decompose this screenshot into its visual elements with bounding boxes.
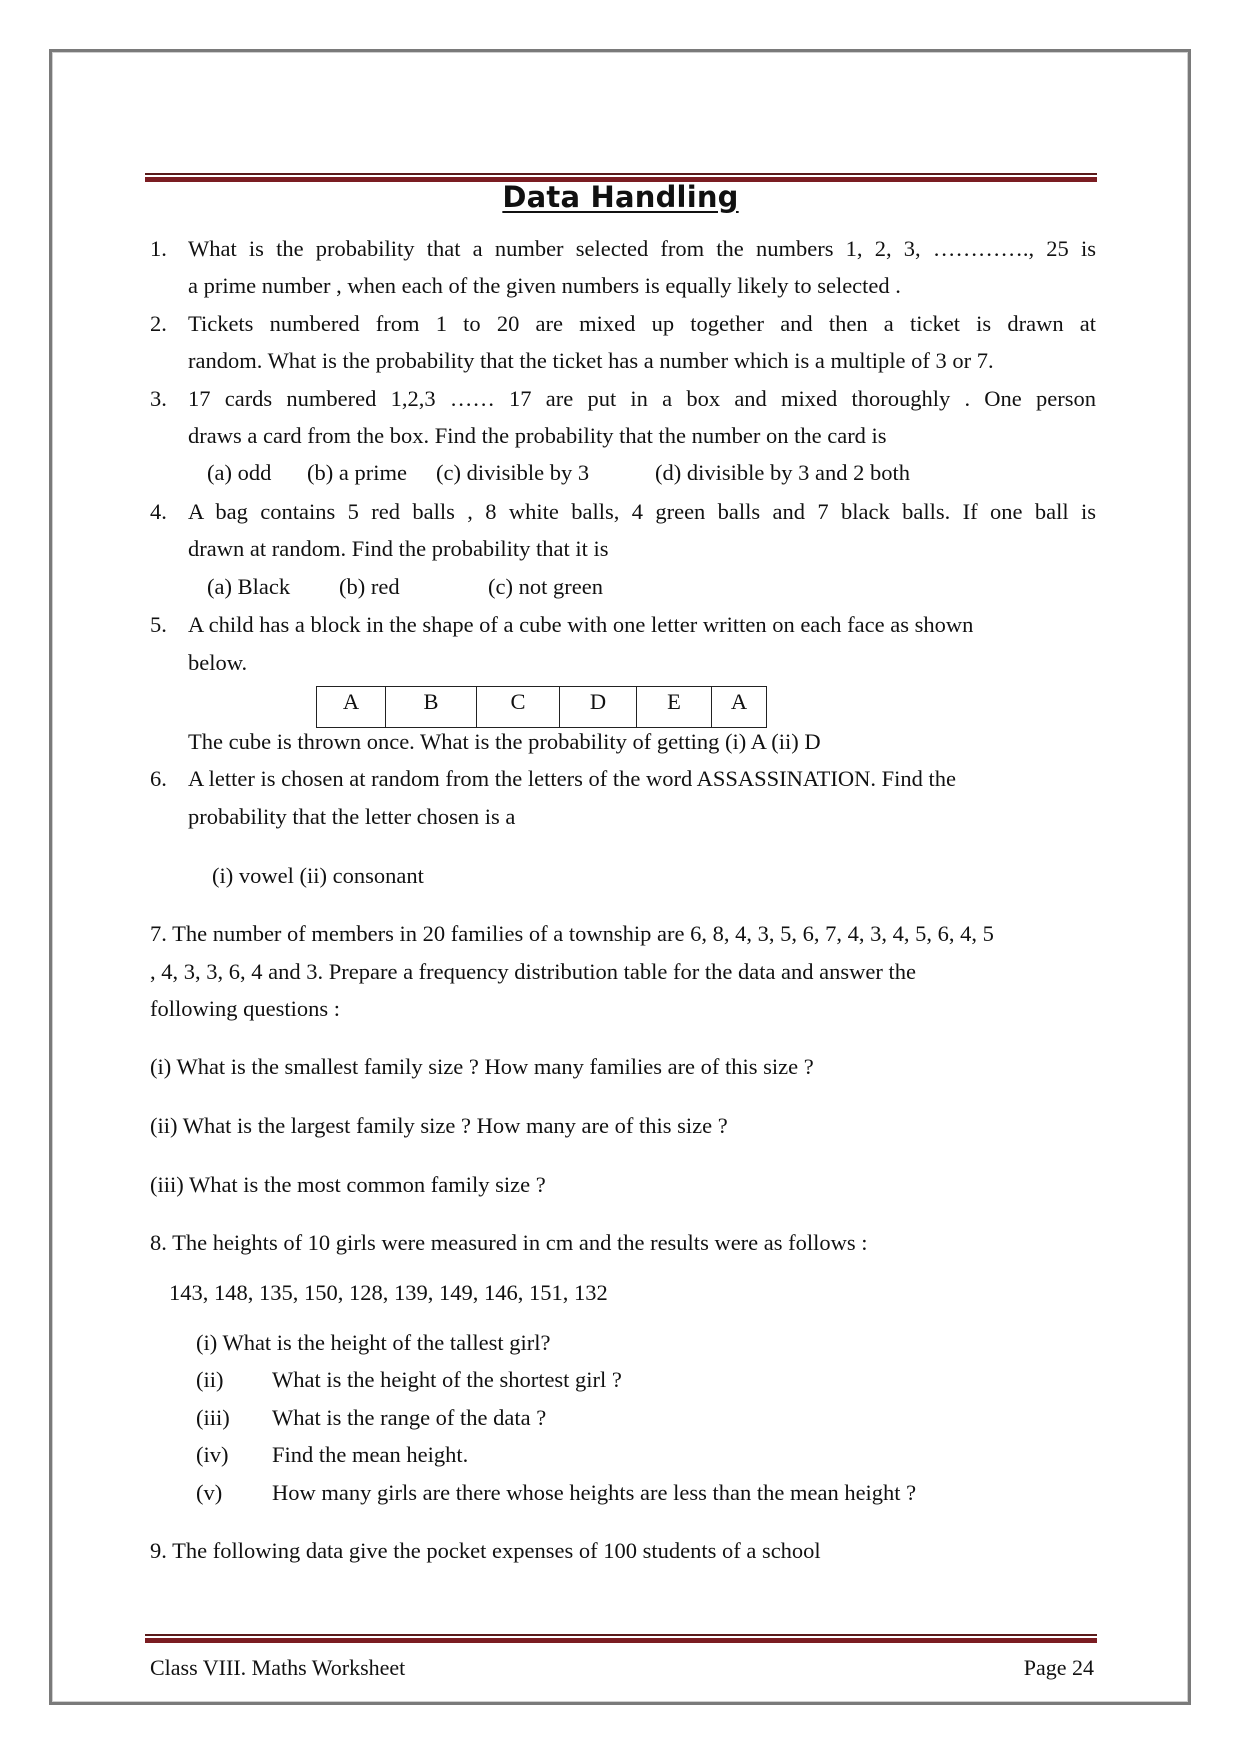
q3-number: 3.: [150, 386, 167, 411]
q8-sub-text: Find the mean height.: [272, 1442, 469, 1467]
q5-line-1: A child has a block in the shape of a cube with one letter written on each face as shown: [188, 612, 974, 637]
q4-line-1: A bag contains 5 red balls , 8 white balls, 4 green balls and 7 black balls. If one ball is: [188, 499, 1096, 524]
q7-sub-1: (i) What is the smallest family size ? How many families are of this size ?: [150, 1054, 814, 1079]
q5-number: 5.: [150, 612, 167, 637]
q7-line-2: , 4, 3, 3, 6, 4 and 3. Prepare a frequency distribution table for the data and answer the: [150, 959, 916, 984]
q8-sub-text: What is the height of the shortest girl ?: [272, 1367, 622, 1392]
q8-sub-label: (v): [196, 1480, 223, 1505]
q3-option-b: (b) a prime: [307, 460, 407, 485]
cube-faces-table: [316, 686, 767, 728]
q8-data: 143, 148, 135, 150, 128, 139, 149, 146, 151, 132: [169, 1280, 608, 1305]
cube-face: D: [560, 687, 637, 728]
cube-face: A: [317, 687, 386, 728]
q8-sub-label: (ii): [196, 1367, 224, 1392]
q4-option-c: (c) not green: [488, 574, 603, 599]
q7-line-3: following questions :: [150, 996, 340, 1021]
q2-line-1: Tickets numbered from 1 to 20 are mixed up together and then a ticket is drawn at: [188, 311, 1096, 336]
q1-number: 1.: [150, 236, 167, 261]
q7-sub-2: (ii) What is the largest family size ? How many are of this size ?: [150, 1113, 728, 1138]
footer-title: Class VIII. Maths Worksheet: [150, 1655, 406, 1680]
q5-line-3: The cube is thrown once. What is the probability of getting (i) A (ii) D: [188, 729, 821, 754]
q8-sub-label: (iv): [196, 1442, 229, 1467]
q6-number: 6.: [150, 766, 167, 791]
q3-line-1: 17 cards numbered 1,2,3 …… 17 are put in a box and mixed thoroughly . One person: [188, 386, 1096, 411]
q4-option-a: (a) Black: [207, 574, 291, 599]
q5-line-2: below.: [188, 650, 248, 675]
q8-sub-text: What is the range of the data ?: [272, 1405, 547, 1430]
cube-face: A: [712, 687, 767, 728]
q7-line-1: 7. The number of members in 20 families of a township are 6, 8, 4, 3, 5, 6, 7, 4, 3, 4, 5, 6, 4, 5: [150, 921, 994, 946]
q1-line-2: a prime number , when each of the given numbers is equally likely to selected .: [188, 273, 901, 298]
q3-line-2: draws a card from the box. Find the probability that the number on the card is: [188, 423, 887, 448]
page-title: Data Handling: [502, 180, 739, 214]
q7-sub-3: (iii) What is the most common family size ?: [150, 1172, 546, 1197]
q8-sub-label: (iii): [196, 1405, 230, 1430]
q2-number: 2.: [150, 311, 167, 336]
q8-line-1: 8. The heights of 10 girls were measured in cm and the results were as follows :: [150, 1230, 868, 1255]
cube-face: C: [477, 687, 560, 728]
q3-option-c: (c) divisible by 3: [436, 460, 590, 485]
q6-options: (i) vowel (ii) consonant: [212, 863, 424, 888]
cube-face: B: [386, 687, 477, 728]
q8-sub-text: How many girls are there whose heights are less than the mean height ?: [272, 1480, 917, 1505]
q4-number: 4.: [150, 499, 167, 524]
q3-option-a: (a) odd: [207, 460, 272, 485]
q4-option-b: (b) red: [339, 574, 400, 599]
q3-option-d: (d) divisible by 3 and 2 both: [655, 460, 910, 485]
q8-sub-1: (i) What is the height of the tallest girl?: [196, 1330, 551, 1355]
cube-face: E: [637, 687, 712, 728]
q1-line-1: What is the probability that a number selected from the numbers 1, 2, 3, …………., 25 is: [188, 236, 1096, 261]
q9-line-1: 9. The following data give the pocket expenses of 100 students of a school: [150, 1538, 821, 1563]
footer-rule: [145, 1634, 1097, 1643]
q4-line-2: drawn at random. Find the probability that it is: [188, 536, 609, 561]
q6-line-1: A letter is chosen at random from the letters of the word ASSASSINATION. Find the: [188, 766, 957, 791]
page-number: Page 24: [1023, 1655, 1094, 1680]
q2-line-2: random. What is the probability that the ticket has a number which is a multiple of 3 or 7.: [188, 348, 994, 373]
q6-line-2: probability that the letter chosen is a: [188, 804, 516, 829]
